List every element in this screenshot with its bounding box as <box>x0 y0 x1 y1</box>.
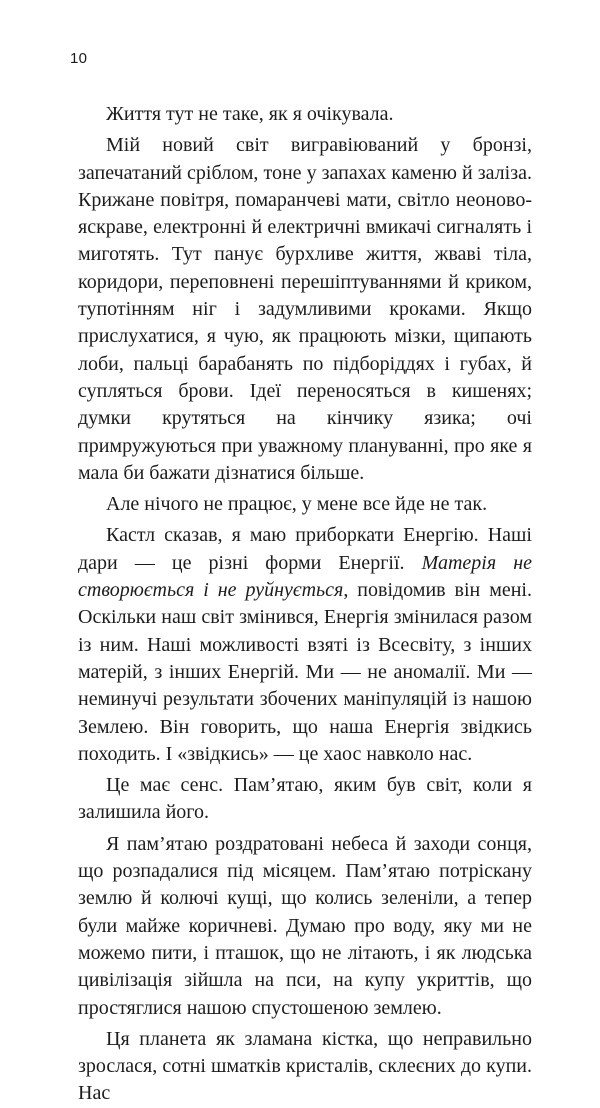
paragraph-2-text: Мій новий світ вигравіюваний у бронзі, запечатаний сріблом, тоне у запахах каменю й заліза. Крижане повітря, помаранчеві мати, світло неоново-яскраве, електронні й електричні вмикачі сигналять і миготять. Тут панує бурхливе життя, жваві тіла, коридори, переповнені перешіптуваннями й криком, тупотінням ніг і задумливими кроками. Якщо прислухатися, я чую, як працюють мізки, щипають лоби, пальці барабанять по підборіддях і губах, й супляться брови. Ідеї переносяться в кишенях; думки крутяться на кінчику язика; очі примружуються при уважному плануванні, про яке я мала би бажати дізнатися більше. <box>78 134 532 484</box>
paragraph-3-text: Але нічого не працює, у мене все йде не так. <box>106 493 488 516</box>
paragraph-3 <box>78 491 532 518</box>
paragraph-5-text: Це має сенс. Пам’ятаю, яким був світ, коли я залишила його. <box>78 774 532 824</box>
paragraph-6-text: Я пам’ятаю роздратовані небеса й заходи сонця, що розпадалися під місяцем. Пам’ятаю потріскану землю й колючі кущі, що колись зеленіли, а тепер були майже коричневі. Думаю про воду, яку ми не можемо пити, і пташок, що не літають, і як людська цивілізація зійшла на пси, на купу укриттів, що простяглися нашою спустошеною землею. <box>78 832 532 1019</box>
paragraph-4-text-b: , повідомив він мені. Оскільки наш світ змінився, Енергія змінилася разом із ним. Наші можливості взяті із Всесвіту, з інших матерій, з інших Енергій. Ми — не аномалії. Ми — неминучі результати збочених маніпуляцій із нашою Землею. Він говорить, що наша Енергія звідкись походить. І «звідкись» — це хаос навколо нас. <box>78 579 532 765</box>
page-text-body <box>78 101 532 1108</box>
paragraph-1 <box>78 101 532 128</box>
paragraph-1-text: Життя тут не таке, як я очікувала. <box>106 103 394 125</box>
paragraph-4-italic-quote: Матерія не створюється і не руйнується <box>78 551 532 602</box>
paragraph-6 <box>78 831 532 1022</box>
paragraph-4-text-a: Кастл сказав, я маю приборкати Енергію. Наші дари — це різні форми Енергії. <box>78 524 532 574</box>
paragraph-5 <box>78 772 532 827</box>
paragraph-7 <box>78 1026 532 1108</box>
page-number: 10 <box>70 50 88 67</box>
paragraph-2 <box>78 132 532 487</box>
paragraph-7-text: Ця планета як зламана кістка, що неправильно зрослася, сотні шматків кристалів, склеєних до купи. Нас <box>78 1027 532 1105</box>
paragraph-4 <box>78 522 532 768</box>
